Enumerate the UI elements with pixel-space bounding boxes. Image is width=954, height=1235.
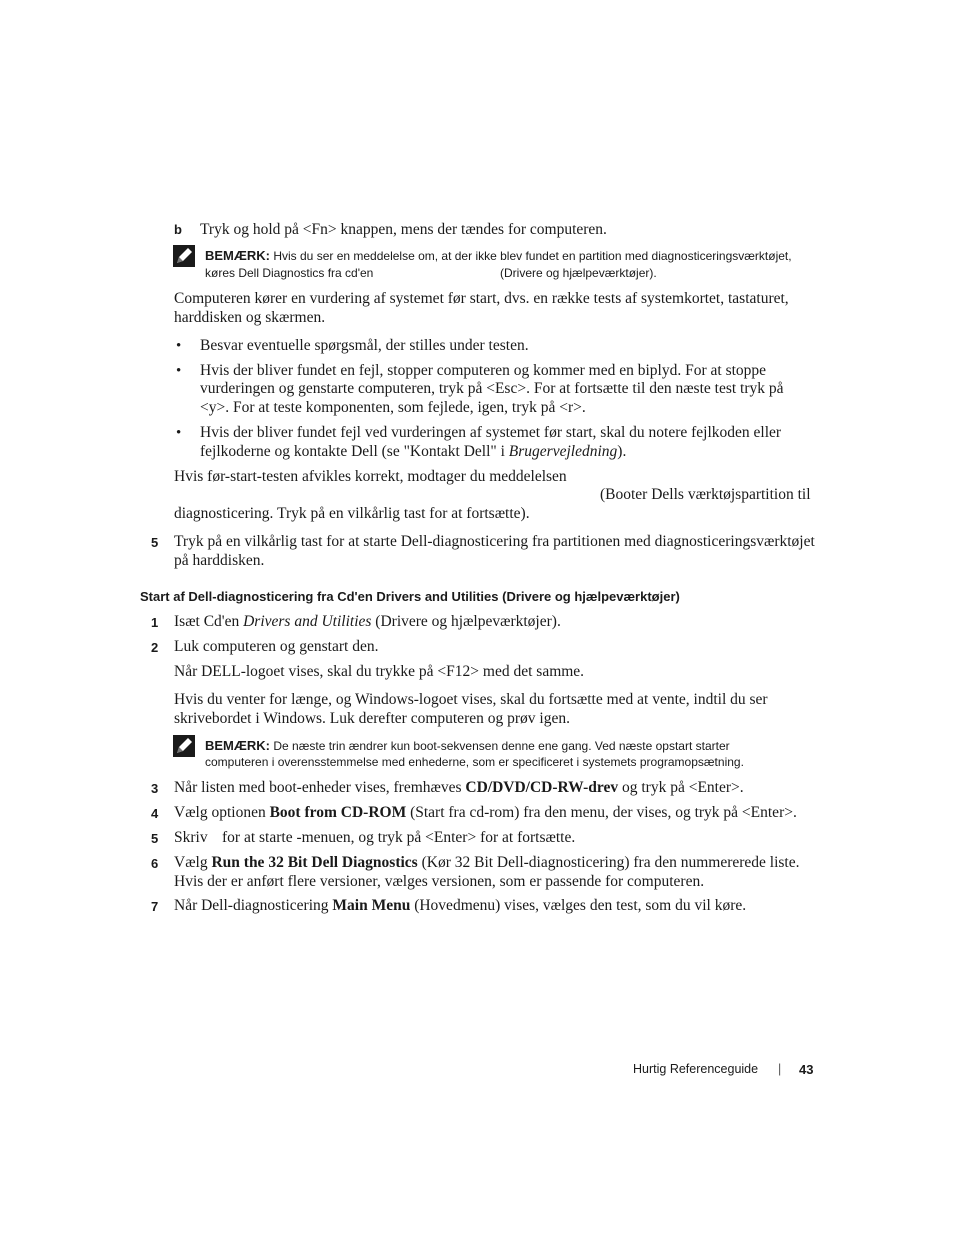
step-2-text: Luk computeren og genstart den. <box>174 638 379 655</box>
bullet-1-text: Besvar eventuelle spørgsmål, der stilles under testen. <box>200 337 529 354</box>
step-marker-b: b <box>174 222 182 237</box>
step-3-text <box>174 778 744 797</box>
step-6-line1 <box>174 853 800 872</box>
step-6-part-c: (Kør 32 Bit Dell-diagnosticering) fra den nummererede liste. <box>421 854 800 871</box>
step-1-part-c: (Drivere og hjælpeværktøjer). <box>375 613 561 630</box>
footer-title: Hurtig Referenceguide <box>633 1062 759 1076</box>
pencil-note-icon <box>173 245 195 267</box>
step-1-part-a: Isæt Cd'en <box>174 613 240 630</box>
step-4-part-a: Vælg optionen <box>174 804 266 821</box>
pencil-note-icon <box>173 735 195 757</box>
step-5-line2: på harddisken. <box>174 552 265 569</box>
para-1-line1: Computeren kører en vurdering af systemet før start, dvs. en række tests af systemkortet, tastaturet, <box>174 290 789 307</box>
step-b-text: Tryk og hold på <Fn> knappen, mens der tændes for computeren. <box>200 221 607 238</box>
bullet-icon: • <box>176 363 182 379</box>
user-guide-reference: Brugervejledning <box>508 443 618 460</box>
step-2-para-2-line1: Hvis du venter for længe, og Windows-logoet vises, skal du fortsætte med at vente, indtil du ser <box>174 691 768 708</box>
step-1-text <box>174 612 561 631</box>
step-marker-2: 2 <box>151 640 159 655</box>
note-1-label: BEMÆRK: <box>205 248 270 263</box>
step-7-text <box>174 896 746 915</box>
step-7-part-a: Når Dell-diagnosticering <box>174 897 329 914</box>
bullet-3-line2-text: fejlkoderne og kontakte Dell (se "Kontakt Dell" i <box>200 443 505 460</box>
para-2-line1: Hvis før-start-testen afvikles korrekt, modtager du meddelelsen <box>174 468 567 485</box>
bullet-icon: • <box>176 338 182 354</box>
step-6-line2: Hvis der er anført flere versioner, vælges versionen, som er passende for computeren. <box>174 873 705 890</box>
step-6-part-a: Vælg <box>174 854 208 871</box>
step-marker-5: 5 <box>151 831 159 846</box>
bullet-3-line1: Hvis der bliver fundet fejl ved vurderingen af systemet før start, skal du notere fejlkoden eller <box>200 424 782 441</box>
para-1-line2: harddisken og skærmen. <box>174 309 326 326</box>
step-marker-4: 4 <box>151 806 159 821</box>
cd-name: Drivers and Utilities <box>243 613 372 630</box>
bullet-2-line2: vurderingen og genstarte computeren, tryk på <Esc>. For at fortsætte til den næste test tryk på <box>200 380 784 397</box>
note-1-line2b: (Drivere og hjælpeværktøjer). <box>500 266 657 280</box>
main-menu-label: Main Menu <box>332 897 411 914</box>
step-5b-part-a: Skriv <box>174 829 208 846</box>
step-marker-1: 1 <box>151 615 159 630</box>
step-marker-3: 3 <box>151 781 159 796</box>
note-1 <box>205 247 825 265</box>
para-2-line2: (Booter Dells værktøjspartition til <box>600 486 811 503</box>
step-5-line1: Tryk på en vilkårlig tast for at starte Dell-diagnosticering fra partitionen med diagnosticeringsværktøjet <box>174 533 815 550</box>
diagnostics-option: Run the 32 Bit Dell Diagnostics <box>211 854 418 871</box>
step-marker-7: 7 <box>151 899 159 914</box>
step-marker-5: 5 <box>151 535 159 550</box>
step-4-text <box>174 803 797 822</box>
step-4-part-c: (Start fra cd-rom) fra den menu, der vises, og tryk på <Enter>. <box>410 804 797 821</box>
note-2-label: BEMÆRK: <box>205 738 270 753</box>
note-2-line1: De næste trin ændrer kun boot-sekvensen denne ene gang. Ved næste opstart starter <box>273 739 730 753</box>
step-2-para-1: Når DELL-logoet vises, skal du trykke på <F12> med det samme. <box>174 663 585 680</box>
bullet-icon: • <box>176 425 182 441</box>
bullet-3-line2 <box>200 442 626 461</box>
drive-option: CD/DVD/CD-RW-drev <box>465 779 619 796</box>
step-3-part-c: og tryk på <Enter>. <box>622 779 744 796</box>
bullet-2-line1: Hvis der bliver fundet en fejl, stopper computeren og kommer med en biplyd. For at stoppe <box>200 362 767 379</box>
note-1-line2a: køres Dell Diagnostics fra cd'en <box>205 266 374 280</box>
step-2-para-2-line2: skrivebordet i Windows. Luk derefter computeren og prøv igen. <box>174 710 570 727</box>
bullet-3-line2-end: ). <box>617 443 627 460</box>
note-2 <box>205 737 825 755</box>
footer-separator: | <box>778 1062 782 1076</box>
note-2-line2: computeren i overensstemmelse med enhederne, som er specificeret i systemets programopsætning. <box>205 755 744 769</box>
step-7-part-c: (Hovedmenu) vises, vælges den test, som du vil køre. <box>414 897 747 914</box>
para-2-line3: diagnosticering. Tryk på en vilkårlig tast for at fortsætte). <box>174 505 530 522</box>
note-1-line1: Hvis du ser en meddelelse om, at der ikke blev fundet en partition med diagnosticeringsværktøjet, <box>273 249 792 263</box>
step-5b-part-b: for at starte -menuen, og tryk på <Enter> for at fortsætte. <box>222 829 576 846</box>
step-3-part-a: Når listen med boot-enheder vises, fremhæves <box>174 779 462 796</box>
section-heading: Start af Dell-diagnosticering fra Cd'en Drivers and Utilities (Drivere og hjælpeværktøjer) <box>140 589 680 604</box>
step-marker-6: 6 <box>151 856 159 871</box>
bullet-2-line3: <y>. For at teste komponenten, som fejlede, igen, tryk på <r>. <box>200 399 586 416</box>
boot-option: Boot from CD-ROM <box>269 804 407 821</box>
page-number: 43 <box>799 1062 814 1077</box>
